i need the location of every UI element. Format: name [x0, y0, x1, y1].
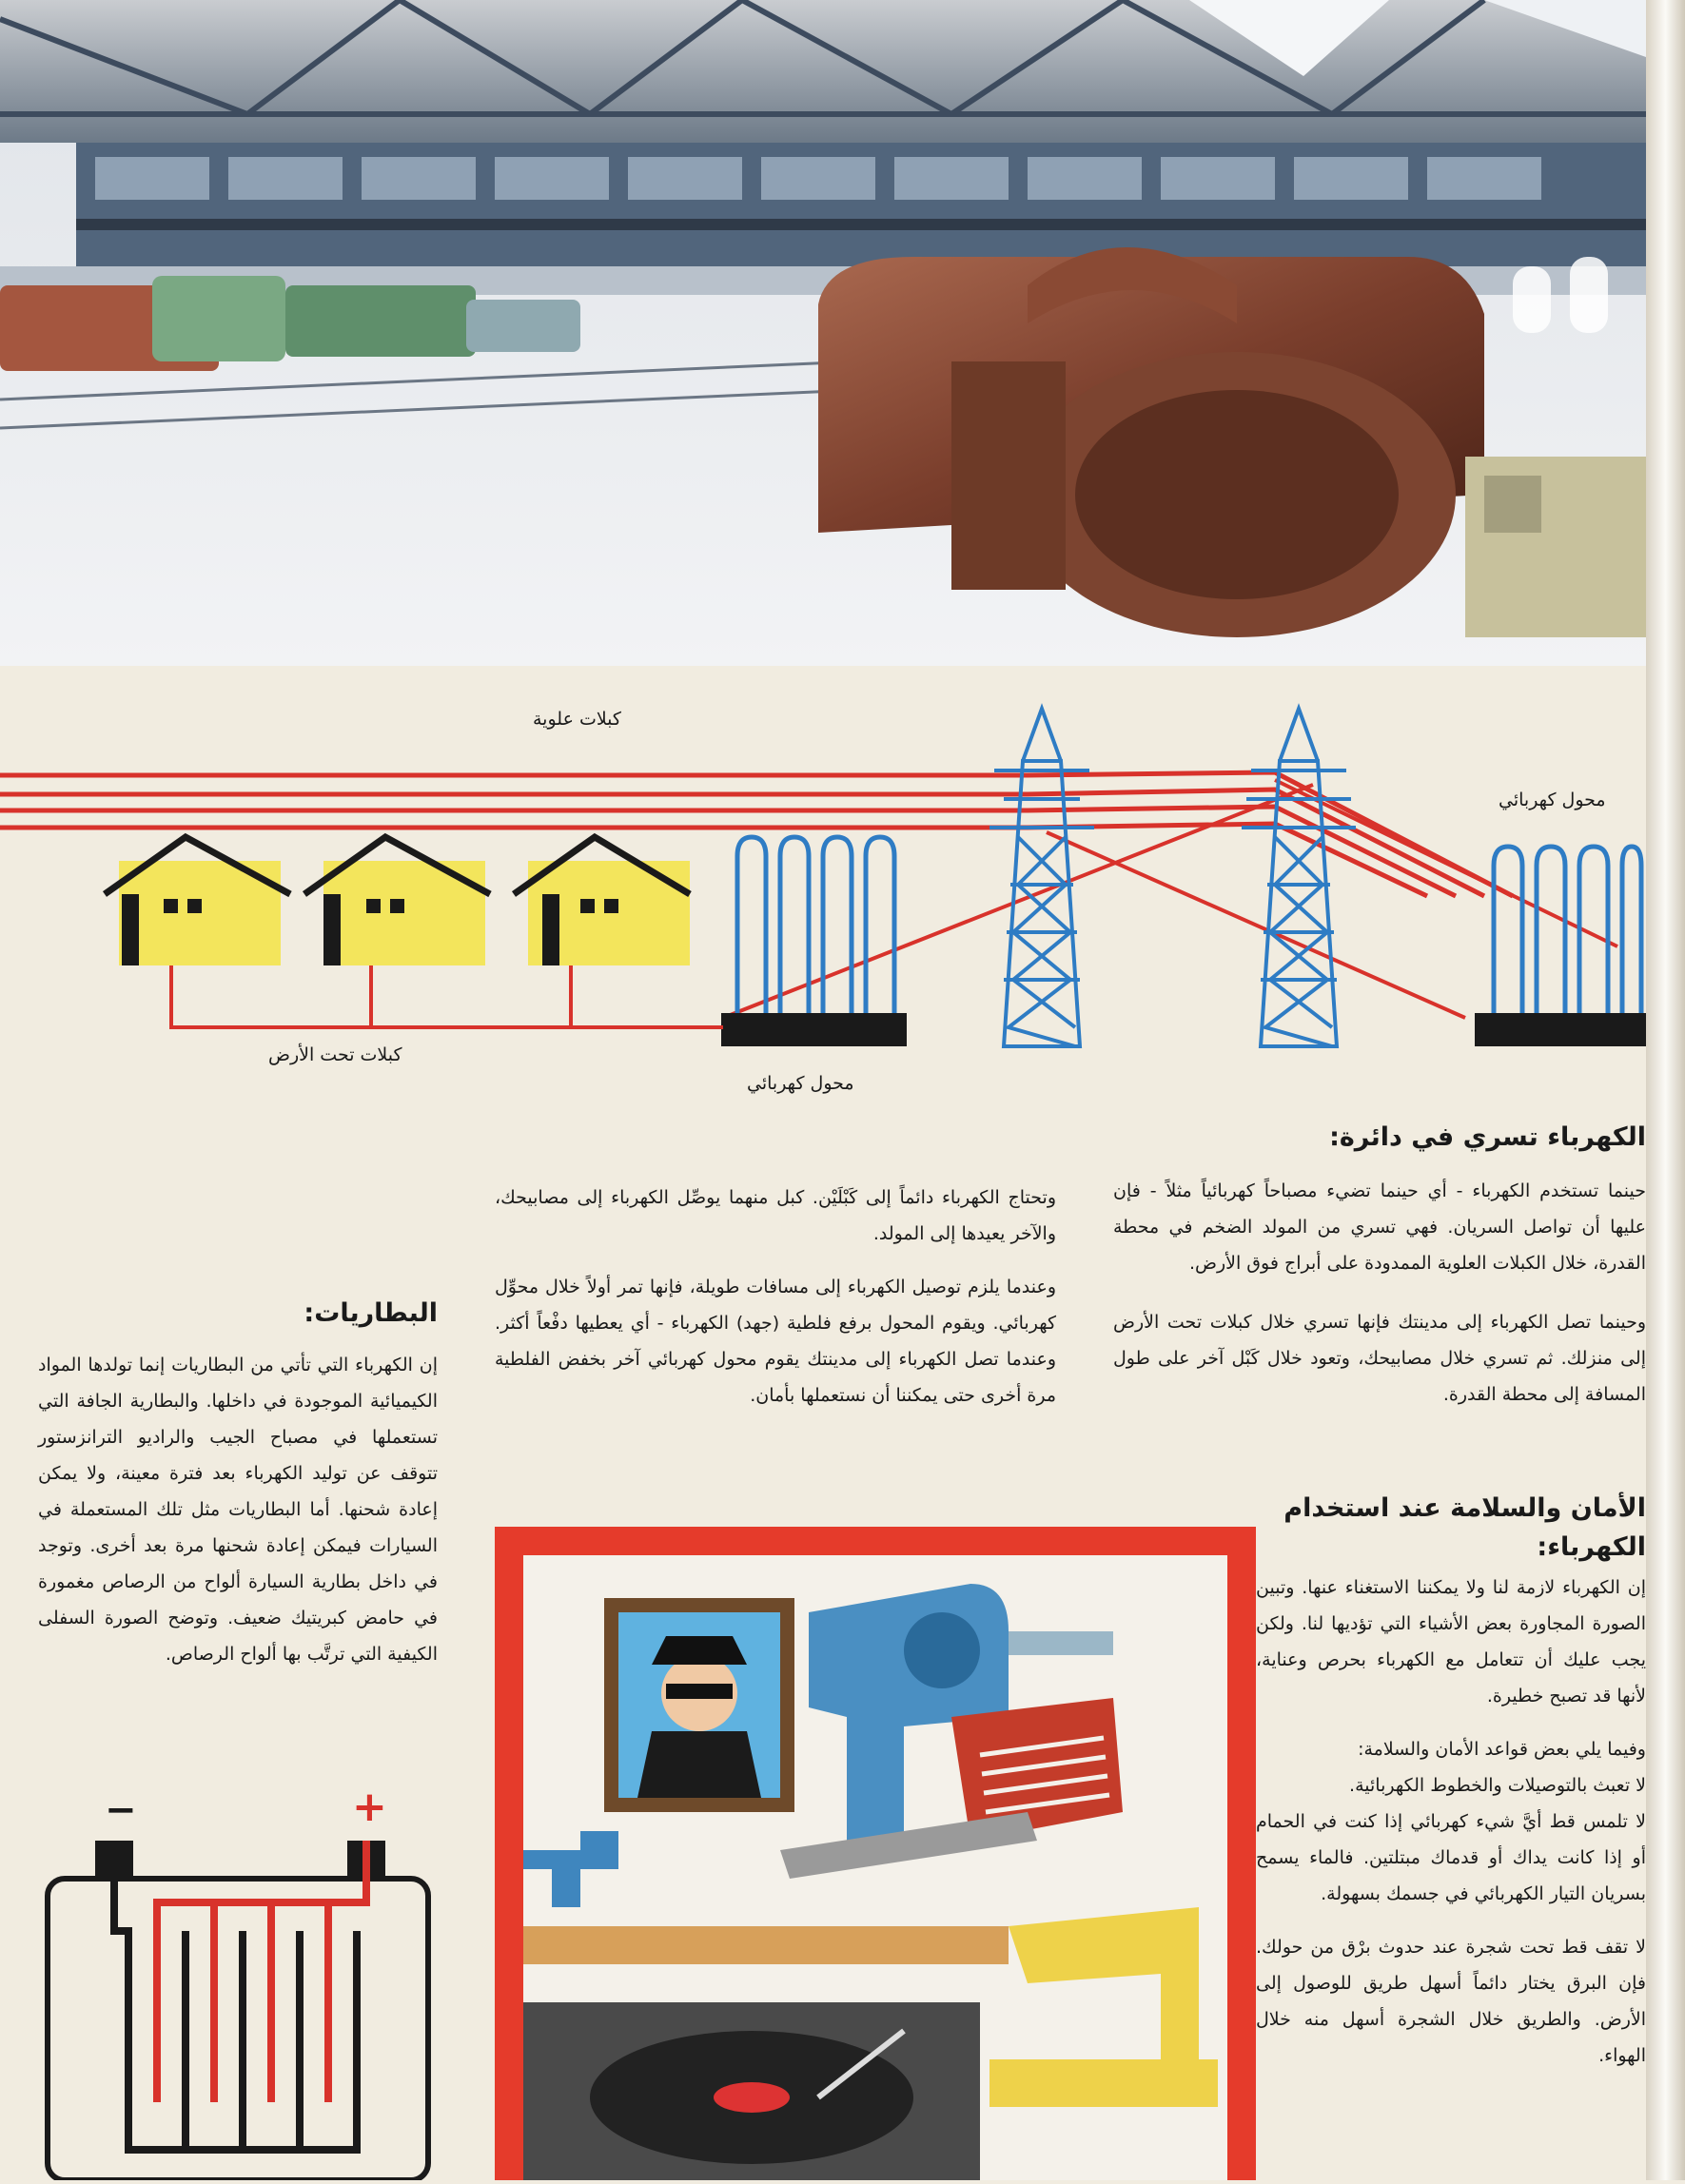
paragraph: وتحتاج الكهرباء دائماً إلى كَبْلَيْن. كبل منهما يوصِّل الكهرباء إلى مصابيحك، والآخر يعيدها إلى المولد.: [495, 1187, 1056, 1244]
paragraph: إن الكهرباء التي تأتي من البطاريات إنما تولدها المواد الكيميائية الموجودة في داخلها. والبطارية الجافة التي تستعملها في مصباح الجيب والراديو الترانزستور تتوقف عن توليد الكهرباء بعد فترة معينة، ولا يمكن إعادة شحنها. أما البطاريات مثل تلك المستعملة في السيارات فيمكن إعادة شحنها مرة بعد أخرى. وتوجد في داخل بطارية السيارة ألواح من الرصاص مغمورة في حامض كبريتيك ضعيف. وتوضح الصورة السفلى الكيفية التي ترتَّب بها ألواح الرصاص.: [38, 1355, 438, 1665]
pylon-right: [1242, 709, 1356, 1046]
safety-section: [1256, 1493, 1646, 2074]
transformer-right-label: محول كهربائي: [1499, 790, 1606, 810]
safety-rule: لا تلمس قط أيَّ شيء كهربائي إذا كنت في الحمام أو إذا كانت يداك أو قدماك مبتلتين. فالماء يسمح بسريان التيار الكهربائي في جسمك بسهولة.: [1256, 1811, 1646, 1904]
underground-cables-label: كبلات تحت الأرض: [268, 1044, 402, 1065]
circuit-section: [1113, 1122, 1646, 1413]
overhead-cables-label: كبلات علوية: [533, 709, 621, 730]
house: [105, 837, 290, 965]
paragraph: وفيما يلي بعض قواعد الأمان والسلامة:: [1358, 1739, 1646, 1760]
middle-column: [495, 1180, 1056, 1414]
battery-plus-label: +: [352, 1783, 387, 1831]
transformer-bottom-label: محول كهربائي: [747, 1073, 854, 1094]
section-title-safety: الأمان والسلامة عند استخدام: [1283, 1493, 1646, 1523]
distribution-diagram: [0, 666, 1646, 1113]
safety-rule: لا تعبث بالتوصيلات والخطوط الكهربائية.: [1349, 1775, 1646, 1796]
underground-cable: [171, 965, 723, 1027]
section-title-circuit: الكهرباء تسري في دائرة:: [1329, 1122, 1646, 1152]
battery-diagram: [38, 1783, 438, 2180]
safety-rule: لا تقف قط تحت شجرة عند حدوث برْق من حولك. فإن البرق يختار دائماً أسهل طريق للوصول إلى الأرض. والطريق خلال الشجرة أسهل منه خلال الهواء.: [1256, 1937, 1646, 2066]
paragraph: وعندما يلزم توصيل الكهرباء إلى مسافات طويلة، فإنها تمر أولاً خلال محوِّل كهربائي. ويقوم المحول برفع فلطية (جهد) الكهرباء - أي يعطيها دفْعاً أكثر. وعندما تصل الكهرباء إلى مدينتك يقوم محول كهربائي آخر بخفض الفلطية مرة أخرى حتى يمكننا أن نستعملها بأمان.: [495, 1277, 1056, 1406]
house: [304, 837, 490, 965]
transformer-left: [721, 837, 907, 1046]
section-title-batteries: البطاريات:: [304, 1298, 438, 1328]
power-station-photo: [0, 0, 1646, 666]
batteries-section: [38, 1298, 438, 1672]
appliances-illustration: [495, 1527, 1256, 2180]
transformer-right: [1475, 847, 1646, 1046]
paragraph: إن الكهرباء لازمة لنا ولا يمكننا الاستغناء عنها. وتبين الصورة المجاورة بعض الأشياء التي تؤديها لنا. ولكن يجب عليك أن تتعامل مع الكهرباء بحرص وعناية، لأنها قد تصبح خطيرة.: [1256, 1577, 1646, 1706]
paragraph: وحينما تصل الكهرباء إلى مدينتك فإنها تسري خلال كبلات تحت الأرض إلى منزلك. ثم تسري خلال مصابيحك، وتعود خلال كَبْل آخر على طول المسافة إلى محطة القدرة.: [1113, 1312, 1646, 1405]
battery-minus-label: −: [105, 1788, 137, 1832]
house: [514, 837, 690, 965]
section-title-safety-line2: الكهرباء:: [1537, 1532, 1646, 1562]
page-edge: [1646, 0, 1685, 2180]
paragraph: حينما تستخدم الكهرباء - أي حينما تضيء مصباحاً كهربائياً مثلاً - فإن عليها أن تواصل السريان. فهي تسري من المولد الضخم في محطة القدرة، خلال الكبلات العلوية الممدودة على أبراج فوق الأرض.: [1113, 1180, 1646, 1274]
